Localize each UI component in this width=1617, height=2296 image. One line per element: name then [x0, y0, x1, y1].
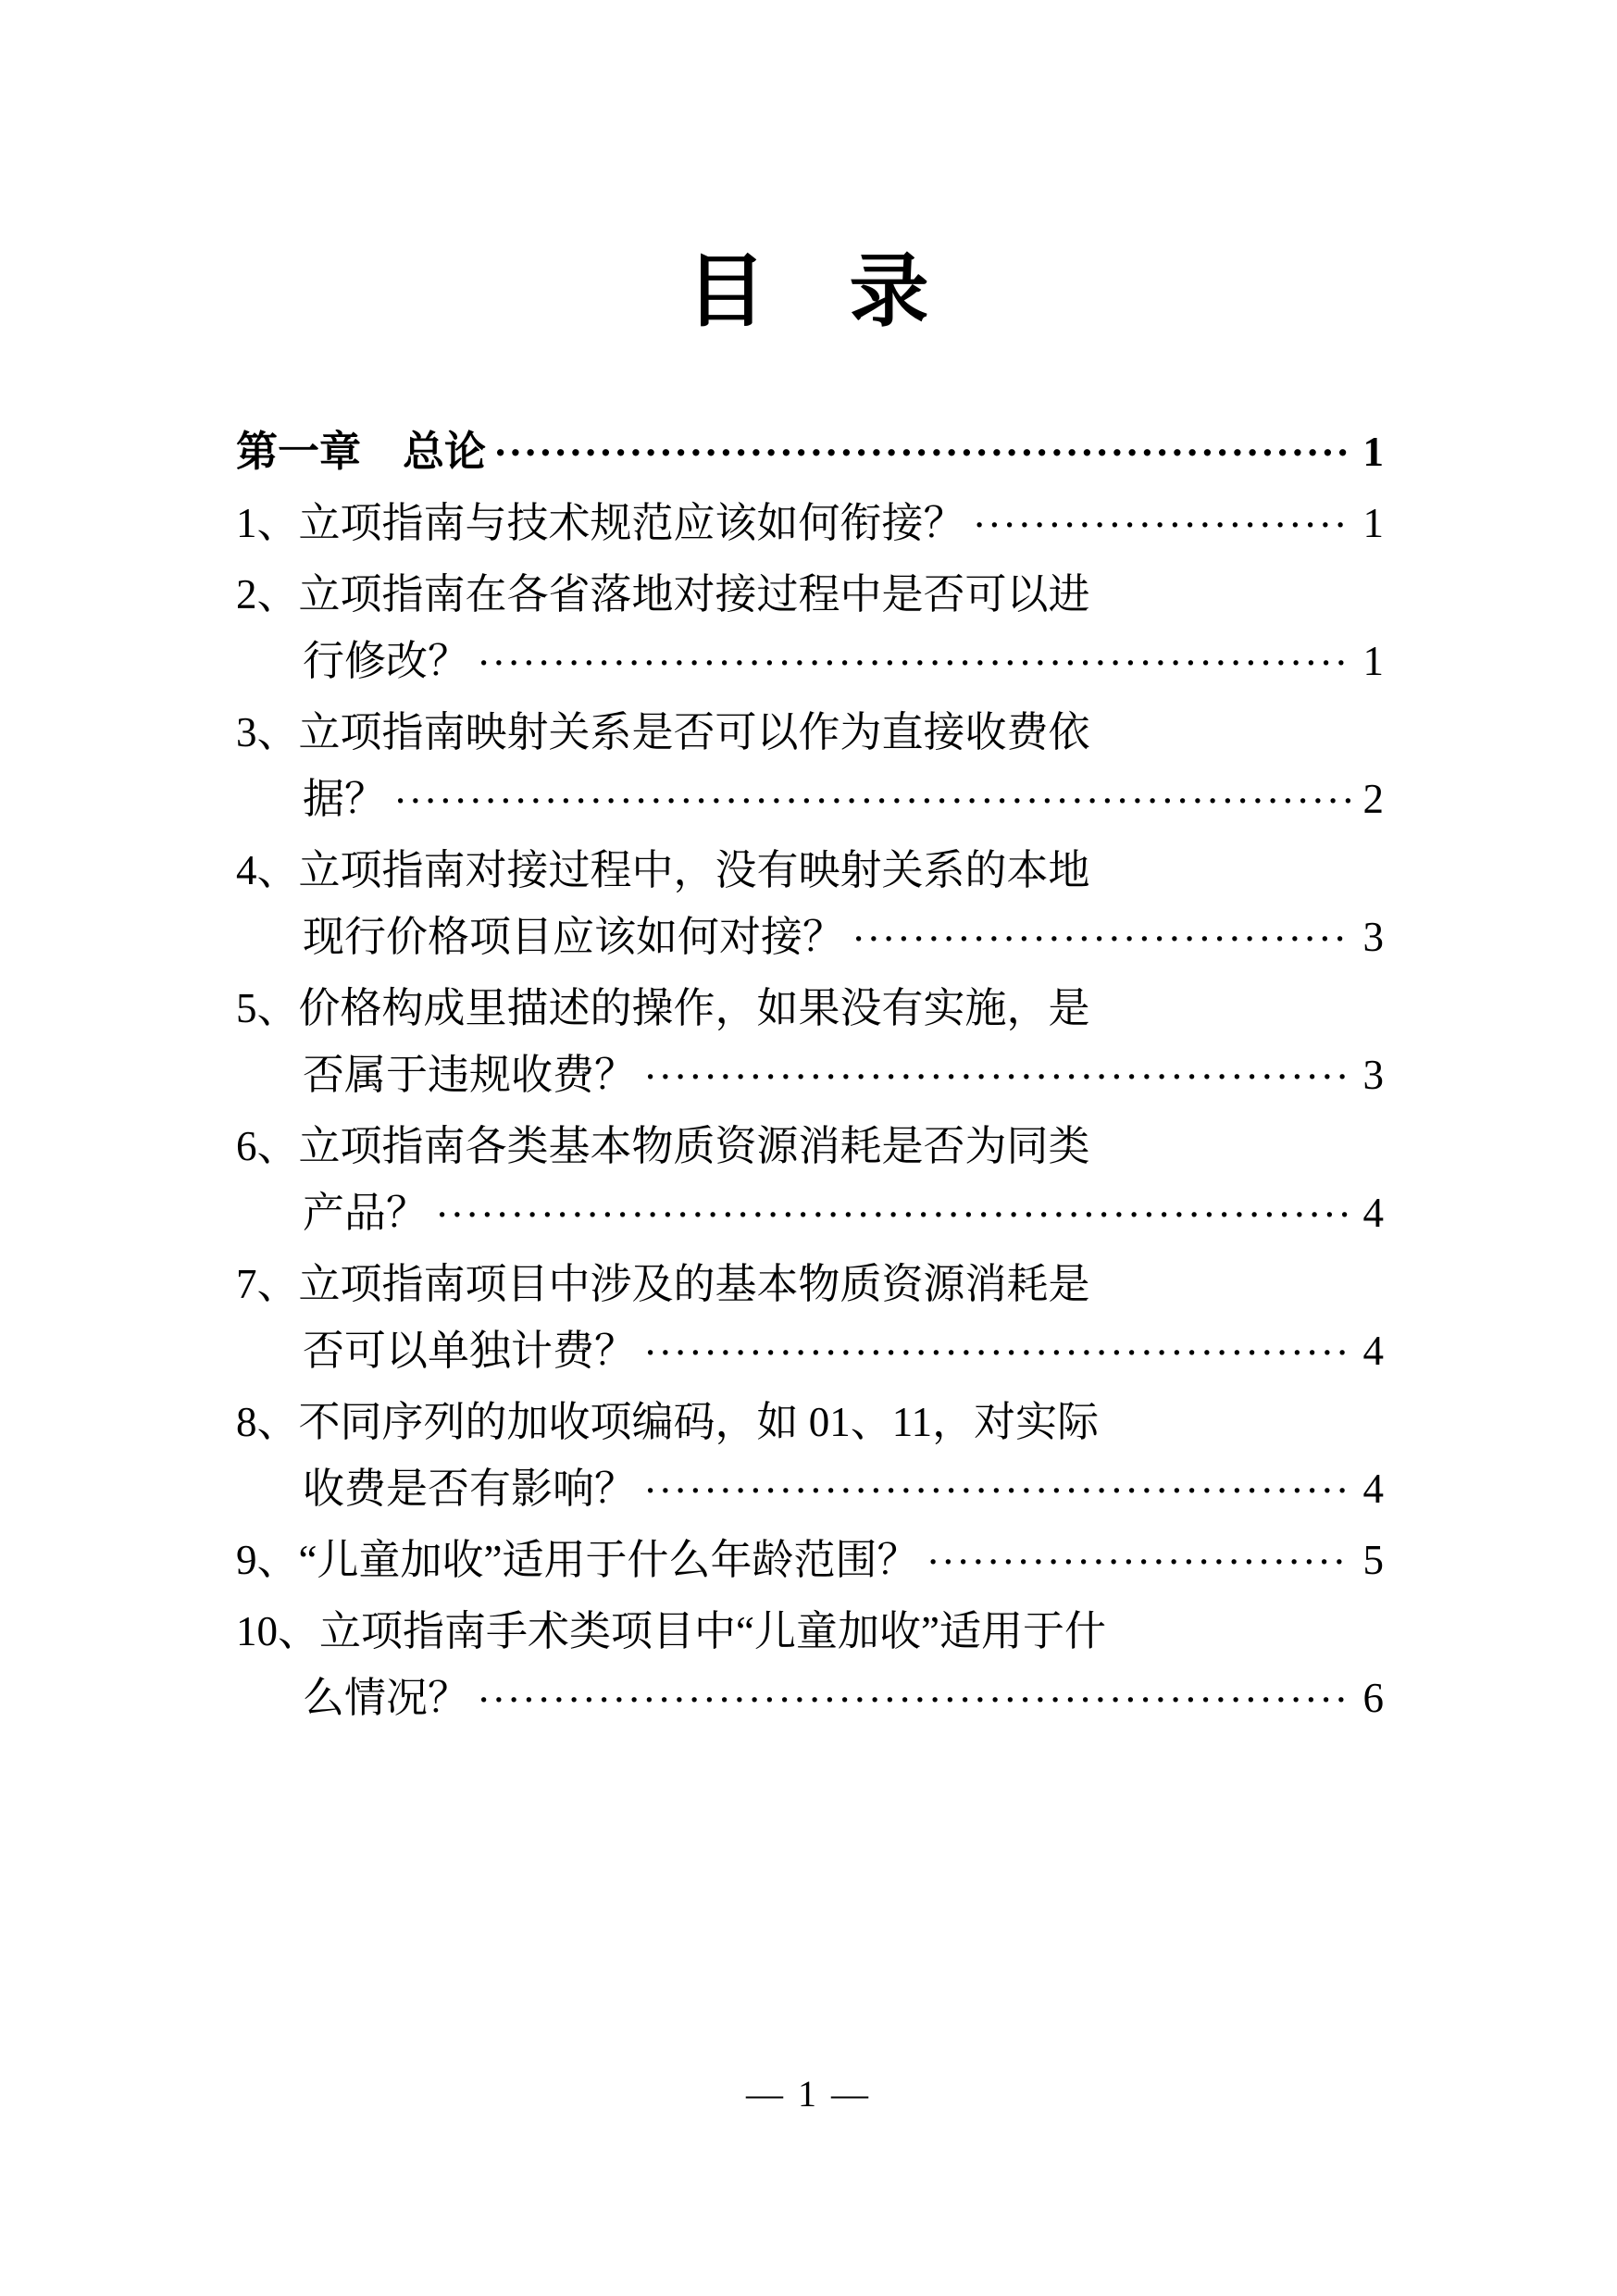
toc-entry-number: 9、: [236, 1537, 299, 1583]
toc-page-number: 1: [1362, 638, 1384, 684]
toc-entry-continuation: [236, 1179, 1384, 1246]
toc-entry-text: 立项指南对接过程中，没有映射关系的本地: [298, 847, 1090, 893]
toc-entry[interactable]: [236, 561, 1384, 694]
toc-entry[interactable]: [236, 418, 1384, 485]
toc-entry-text: 立项指南项目中涉及的基本物质资源消耗是: [298, 1261, 1090, 1307]
dot-leader: [927, 1532, 1350, 1574]
toc-entry-text: 价格构成里描述的操作，如果没有实施，是: [298, 985, 1090, 1031]
dot-leader: [645, 1047, 1350, 1089]
toc-entry[interactable]: [236, 975, 1384, 1108]
toc-entry-number: 3、: [236, 709, 299, 755]
toc-entry-text: 不同序列的加收项编码，如 01、11，对实际: [298, 1399, 1100, 1445]
dot-leader: [479, 633, 1350, 675]
toc-page-number: 5: [1362, 1537, 1384, 1583]
toc-entry-text: 据？: [303, 776, 387, 822]
toc-entry-text: 么情况？: [303, 1675, 470, 1721]
toc-page-number: 6: [1362, 1675, 1384, 1721]
toc-entry-continuation: [236, 1665, 1384, 1731]
footer-page-number: — 1 —: [746, 2073, 871, 2115]
dot-leader: [479, 1670, 1350, 1712]
toc-entry-number: 2、: [236, 571, 299, 618]
toc-entry-line: [236, 699, 1384, 766]
toc-entry-line: [236, 490, 1384, 556]
toc-entry[interactable]: [236, 699, 1384, 832]
toc-page-number: 4: [1362, 1328, 1384, 1374]
toc-entry-line: [236, 1113, 1384, 1179]
toc-page-number: 1: [1362, 429, 1384, 475]
toc-entry-text: 立项指南映射关系是否可以作为直接收费依: [298, 709, 1090, 755]
toc-page-number: 4: [1362, 1190, 1384, 1236]
toc-entry[interactable]: [236, 1113, 1384, 1246]
toc-entry-text: “儿童加收”适用于什么年龄范围？: [298, 1537, 919, 1583]
toc-entry-continuation: [236, 1317, 1384, 1384]
page-title: 目 录: [686, 247, 931, 336]
toc-list: [236, 418, 1384, 1736]
dot-leader: [853, 909, 1350, 951]
toc-page-number: 2: [1362, 776, 1384, 822]
toc-entry-continuation: [236, 628, 1384, 694]
toc-entry[interactable]: [236, 490, 1384, 556]
toc-page-number: 3: [1362, 1052, 1384, 1098]
toc-entry-text: 收费是否有影响？: [303, 1466, 637, 1512]
toc-entry-text: 立项指南在各省落地对接过程中是否可以进: [298, 571, 1090, 618]
toc-entry-text: 立项指南各类基本物质资源消耗是否为同类: [298, 1123, 1090, 1169]
toc-entry-line: [236, 975, 1384, 1042]
toc-page-number: 4: [1362, 1466, 1384, 1512]
dot-leader: [437, 1185, 1350, 1227]
toc-entry-number: 4、: [236, 847, 299, 893]
toc-entry-line: [236, 837, 1384, 904]
toc-entry-number: 6、: [236, 1123, 299, 1169]
toc-entry-text: 现行价格项目应该如何对接？: [303, 914, 845, 960]
toc-entry-number: 5、: [236, 985, 299, 1031]
toc-entry-line: [236, 1251, 1384, 1317]
toc-entry-text: 产品？: [303, 1190, 429, 1236]
toc-page-number: 1: [1362, 500, 1384, 546]
toc-entry[interactable]: [236, 1251, 1384, 1384]
toc-entry-continuation: [236, 1455, 1384, 1522]
toc-entry[interactable]: [236, 1389, 1384, 1522]
toc-entry[interactable]: [236, 1527, 1384, 1593]
toc-entry-number: 10、: [236, 1608, 320, 1654]
toc-entry-text: 行修改？: [303, 638, 470, 684]
toc-entry-text: 立项指南与技术规范应该如何衔接？: [298, 500, 965, 546]
toc-page-number: 3: [1362, 914, 1384, 960]
dot-leader: [645, 1323, 1350, 1365]
toc-entry-number: 8、: [236, 1399, 299, 1445]
toc-entry-continuation: [236, 904, 1384, 970]
dot-leader: [975, 495, 1350, 537]
toc-entry[interactable]: [236, 837, 1384, 970]
toc-entry-line: [236, 1389, 1384, 1455]
toc-entry-continuation: [236, 766, 1384, 832]
toc-entry-line: [236, 1598, 1384, 1665]
toc-entry-continuation: [236, 1042, 1384, 1108]
toc-entry-line: [236, 561, 1384, 628]
dot-leader: [395, 771, 1350, 813]
toc-entry-text: 立项指南手术类项目中“儿童加收”适用于什: [319, 1608, 1106, 1654]
toc-entry-number: 1、: [236, 500, 299, 546]
toc-entry-number: 7、: [236, 1261, 299, 1307]
toc-entry-text: 否可以单独计费？: [303, 1328, 637, 1374]
toc-entry-text: 第一章 总论: [236, 429, 487, 475]
toc-entry-text: 否属于违规收费？: [303, 1052, 637, 1098]
dot-leader: [495, 424, 1350, 466]
dot-leader: [645, 1461, 1350, 1503]
toc-entry-line: [236, 1527, 1384, 1593]
toc-entry-line: [236, 418, 1384, 485]
toc-entry[interactable]: [236, 1598, 1384, 1731]
